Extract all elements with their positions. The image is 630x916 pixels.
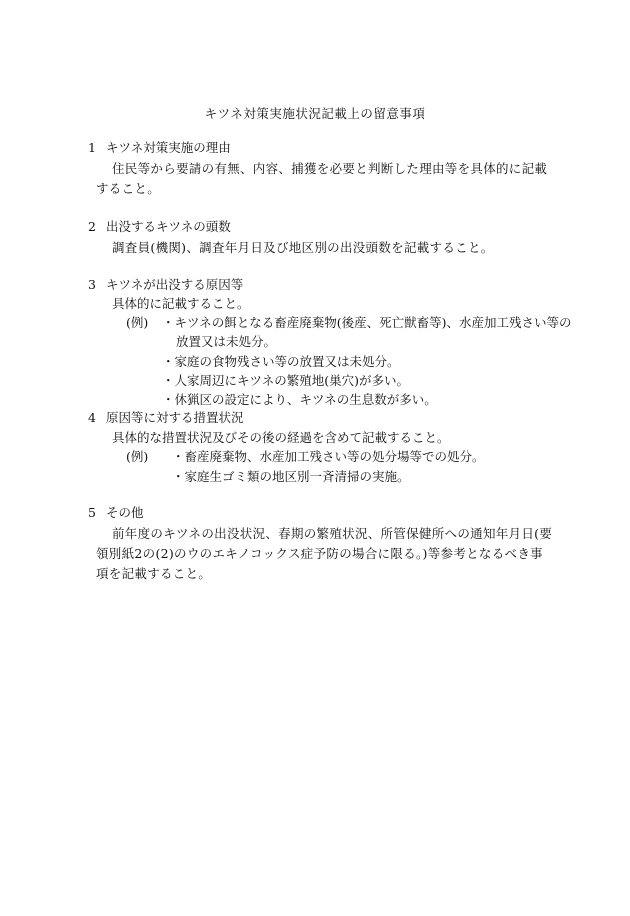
example-label: (例) [126,315,149,330]
section-1-heading [88,138,231,158]
section-5-body: 前年度のキツネの出没状況、春期の繁殖状況、所管保健所への通知年月日(要領別紙2の(2)のウのエキノコックス症予防の場合に限る。)等参考となるべき事項を記載すること。 [96,526,553,581]
section-2-heading [88,217,231,237]
section-title: 出没するキツネの頭数 [106,219,231,234]
section-number: 4 [88,410,96,425]
example-item: ・人家周辺にキツネの繁殖地(巣穴)が多い。 [162,373,410,388]
section-title: キツネ対策実施の理由 [106,140,231,155]
section-3-heading [88,275,243,295]
section-number: 5 [88,505,96,520]
section-1-body: 住民等から要請の有無、内容、捕獲を必要と判断した理由等を具体的に記載すること。 [96,161,548,196]
example-label: (例) [126,449,149,464]
section-number: 3 [88,277,96,292]
document-title: キツネ対策実施状況記載上の留意事項 [204,106,426,121]
section-5-heading [88,503,144,523]
section-title: 原因等に対する措置状況 [106,410,244,425]
example-item: ・家庭生ゴミ類の地区別一斉清掃の実施。 [172,469,410,484]
example-item: ・家庭の食物残さい等の放置又は未処分。 [162,354,400,369]
example-item: ・畜産廃棄物、水産加工残さい等の処分場等での処分。 [172,449,485,464]
section-3-body: 具体的に記載すること。 [112,296,250,311]
section-2-body: 調査員(機関)、調査年月日及び地区別の出没頭数を記載すること。 [112,240,494,255]
section-number: 2 [88,219,96,234]
section-number: 1 [88,140,96,155]
section-4-body: 具体的な措置状況及びその後の経過を含めて記載すること。 [112,430,450,445]
section-title: キツネが出没する原因等 [106,277,244,292]
example-item: ・休猟区の設定により、キツネの生息数が多い。 [162,392,437,407]
section-title: その他 [106,505,144,520]
example-item: ・キツネの餌となる畜産廃棄物(後産、死亡獣畜等)、水産加工残さい等の [162,315,572,330]
example-item-continuation: 放置又は未処分。 [176,334,277,349]
section-4-heading [88,408,244,428]
